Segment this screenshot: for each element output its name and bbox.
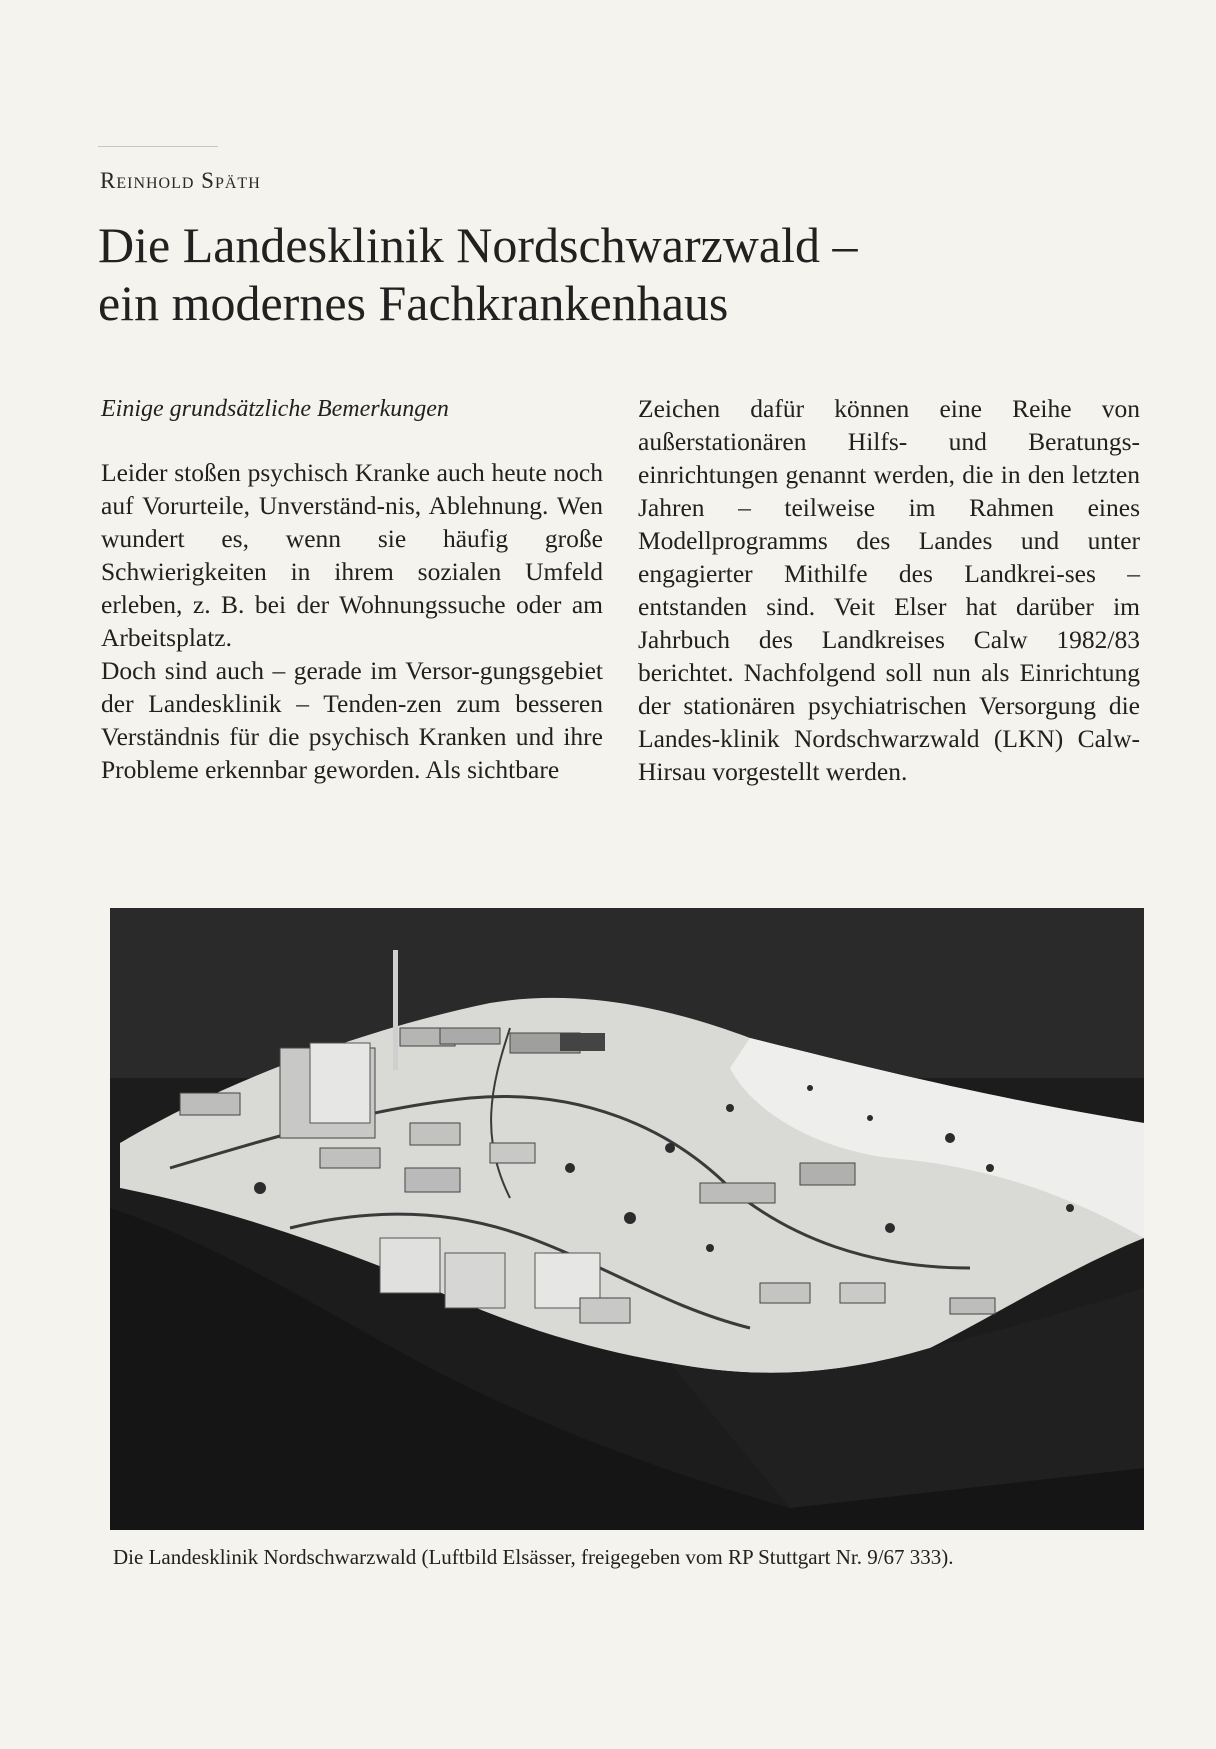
left-paragraph: Leider stoßen psychisch Kranke auch heute noch auf Vorurteile, Unverständ-nis, Ablehnung. Wen wundert es, wenn sie häufig große Schwierigkeiten in ihrem sozialen Umfeld erleben, z. B. bei der Wohnungssuche oder am Arbeitsplatz.	[101, 458, 603, 652]
title-line-1: Die Landesklinik Nordschwarzwald –	[98, 217, 858, 273]
author-name: Reinhold Späth	[100, 168, 261, 193]
left-paragraph-2: Doch sind auch – gerade im Versor-gungsgebiet der Landesklinik – Tenden-zen zum besseren Verständnis für die psychisch Kranken und ihre Probleme erkennbar geworden. Als sichtbare	[101, 656, 603, 784]
aerial-photo-illustration	[110, 908, 1144, 1530]
article-title	[98, 216, 1118, 332]
right-column	[638, 392, 1140, 788]
right-paragraph: Zeichen dafür können eine Reihe von außerstationären Hilfs- und Beratungs-einrichtungen genannt werden, die in den letzten Jahren – teilweise im Rahmen eines Modellprogramms des Landes und unter engagierter Mithilfe des Landkrei-ses – entstanden sind. Veit Elser hat darüber im Jahrbuch des Landkreises Calw 1982/83 berichtet. Nachfolgend soll nun als Einrichtung der stationären psychiatrischen Versorgung die Landes-klinik Nordschwarzwald (LKN) Calw-Hirsau vorgestellt werden.	[638, 394, 1140, 786]
section-subheading: Einige grundsätzliche Bemerkungen	[101, 396, 449, 422]
photo-caption: Die Landesklinik Nordschwarzwald (Luftbild Elsässer, freigegeben vom RP Stuttgart Nr. 9/67 333).	[113, 1545, 954, 1569]
left-column	[101, 392, 603, 786]
top-rule	[98, 146, 218, 147]
title-line-2: ein modernes Fachkrankenhaus	[98, 275, 729, 331]
aerial-photo	[110, 908, 1144, 1530]
